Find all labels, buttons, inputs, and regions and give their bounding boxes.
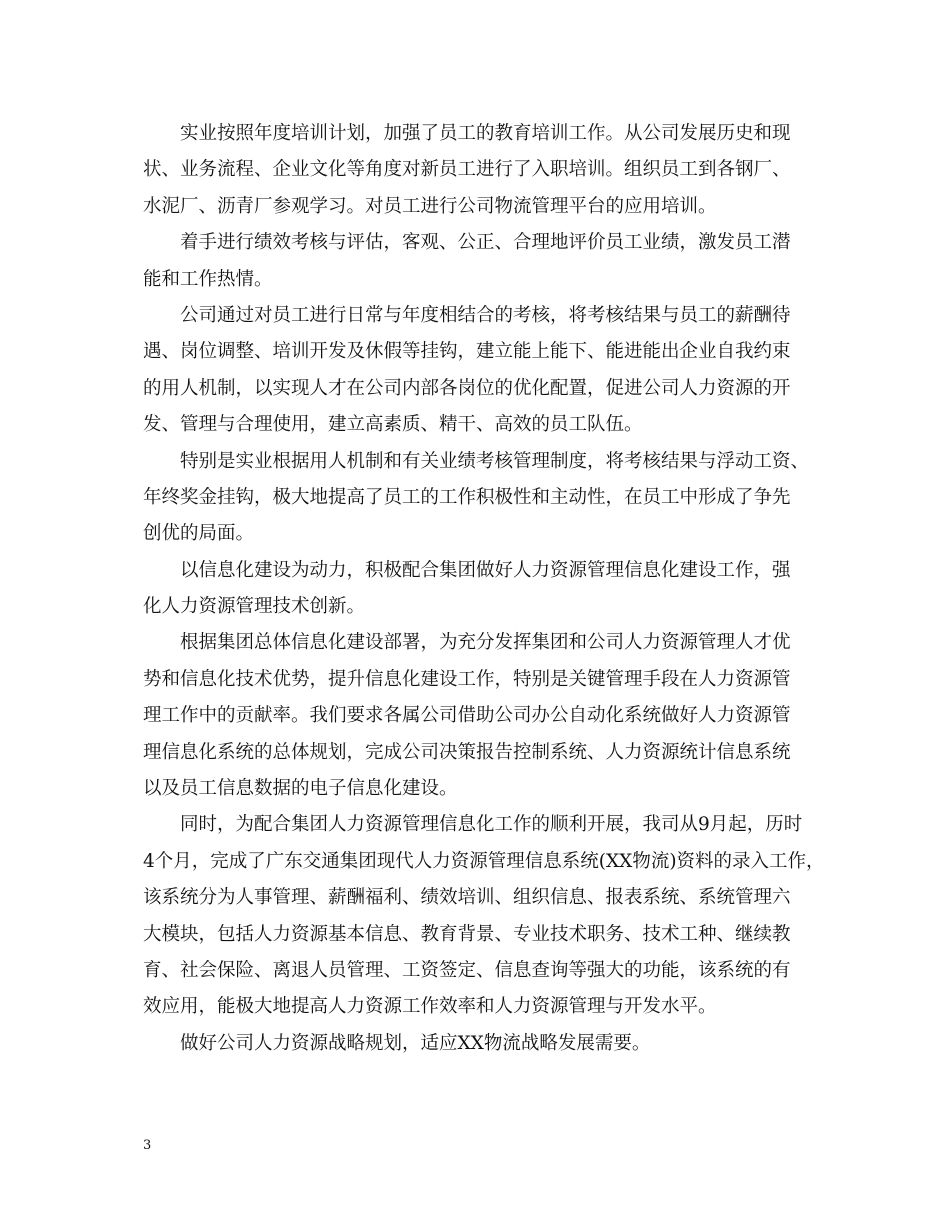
paragraph: [143, 298, 833, 444]
text-line: 发、管理与合理使用，建立高素质、精干、高效的员工队伍。: [143, 414, 643, 436]
text-line: 公司通过对员工进行日常与年度相结合的考核，将考核结果与员工的薪酬待: [180, 304, 791, 326]
text-line: 育、社会保险、离退人员管理、工资签定、信息查询等强大的功能，该系统的有: [143, 959, 791, 981]
paragraph: [143, 1026, 833, 1062]
paragraph: [143, 225, 833, 298]
text-line: 化人力资源管理技术创新。: [143, 596, 366, 618]
paragraph: [143, 807, 833, 1025]
text-line: 创优的局面。: [143, 523, 255, 545]
text-line: 理工作中的贡献率。我们要求各属公司借助公司办公自动化系统做好人力资源管: [143, 705, 791, 727]
text-line: 该系统分为人事管理、薪酬福利、绩效培训、组织信息、报表系统、系统管理六: [143, 887, 791, 909]
text-line: 理信息化系统的总体规划，完成公司决策报告控制系统、人力资源统计信息系统: [143, 741, 791, 763]
text-line: 能和工作热情。: [143, 268, 273, 290]
text-line: 做好公司人力资源战略规划，适应XX物流战略发展需要。: [180, 1032, 651, 1054]
paragraph: [143, 625, 833, 807]
text-line: 年终奖金挂钩，极大地提高了员工的工作积极性和主动性，在员工中形成了争先: [143, 486, 791, 508]
paragraph: [143, 444, 833, 553]
text-line: 以及员工信息数据的电子信息化建设。: [143, 778, 458, 800]
text-line: 以信息化建设为动力，积极配合集团做好人力资源管理信息化建设工作，强: [180, 559, 791, 581]
text-line: 的用人机制，以实现人才在公司内部各岗位的优化配置，促进公司人力资源的开: [143, 377, 791, 399]
document-body: [143, 116, 833, 1062]
text-line: 特别是实业根据用人机制和有关业绩考核管理制度，将考核结果与浮动工资、: [180, 450, 810, 472]
text-line: 着手进行绩效考核与评估，客观、公正、合理地评价员工业绩，激发员工潜: [180, 232, 791, 254]
text-line: 4个月，完成了广东交通集团现代人力资源管理信息系统(XX物流)资料的录入工作，: [143, 850, 825, 872]
text-line: 状、业务流程、企业文化等角度对新员工进行了入职培训。组织员工到各钢厂、: [143, 159, 791, 181]
text-line: 效应用，能极大地提高人力资源工作效率和人力资源管理与开发水平。: [143, 996, 717, 1018]
text-line: 势和信息化技术优势，提升信息化建设工作，特别是关键管理手段在人力资源管: [143, 668, 791, 690]
text-line: 遇、岗位调整、培训开发及休假等挂钩，建立能上能下、能进能出企业自我约束: [143, 341, 791, 363]
text-line: 大模块，包括人力资源基本信息、教育背景、专业技术职务、技术工种、继续教: [143, 923, 791, 945]
text-line: 水泥厂、沥青厂参观学习。对员工进行公司物流管理平台的应用培训。: [143, 195, 717, 217]
text-line: 根据集团总体信息化建设部署，为充分发挥集团和公司人力资源管理人才优: [180, 632, 791, 654]
text-line: 实业按照年度培训计划，加强了员工的教育培训工作。从公司发展历史和现: [180, 123, 791, 144]
paragraph: [143, 116, 833, 225]
text-line: 同时，为配合集团人力资源管理信息化工作的顺利开展，我司从9月起，历时: [180, 814, 803, 836]
page-number: 3: [143, 1138, 152, 1153]
paragraph: [143, 553, 833, 626]
